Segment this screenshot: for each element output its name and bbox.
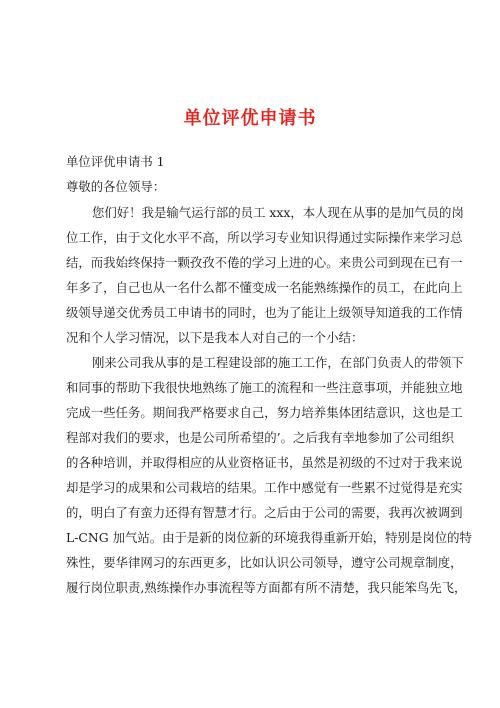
- paragraph-1-line: 年多了，自己也从一名什么都不懂变成一名能熟练操作的员工，在此向上: [66, 280, 463, 295]
- paragraph-2-line: 程部对我们的要求，也是公司所希望的’。之后我有幸地参加了公司组织: [66, 430, 455, 445]
- paragraph-1-line: 结，而我始终保持一颗孜孜不倦的学习上进的心。来贵公司到现在已有一: [66, 255, 463, 270]
- paragraph-2-line: 却是学习的成果和公司栽培的结果。工作中感觉有一些累不过觉得是充实: [66, 480, 463, 495]
- paragraph-1-line: 级领导递交优秀员工申请书的同时，也为了能让上级领导知道我的工作情: [66, 305, 463, 320]
- paragraph-2-line: 履行岗位职责,熟练操作办事流程等方面都有所不清楚，我只能笨鸟先飞，: [66, 580, 467, 595]
- paragraph-2-line: 和同事的帮助下我很快地熟练了施工的流程和一些注意事项，并能独立地: [66, 380, 463, 395]
- paragraph-2-line: 刚来公司我从事的是工程建设部的施工工作，在部门负责人的带领下: [92, 355, 464, 370]
- paragraph-2-line: 的各种培训，并取得相应的从业资格证书，虽然是初级的不过对于我来说: [66, 455, 463, 470]
- paragraph-1-line: 况和个人学习情况，以下是我本人对自己的一个小结：: [66, 330, 364, 345]
- paragraph-2-line: L-CNG 加气站。由于是新的岗位新的环境我得重新开始，特别是岗位的特: [66, 530, 472, 545]
- greeting: 尊敬的各位领导：: [66, 179, 166, 194]
- paragraph-1-line: 位工作，由于文化水平不高，所以学习专业知识得通过实际操作来学习总: [66, 230, 463, 245]
- paragraph-2-line: 殊性，要华律网习的东西更多，比如认识公司领导，遵守公司规章制度，: [66, 555, 463, 570]
- paragraph-1-line: 您们好！我是输气运行部的员工 xxx，本人现在从事的是加气员的岗: [92, 205, 464, 220]
- paragraph-2-line: 的，明白了有蛮力还得有智慧才行。之后由于公司的需要，我再次被调到: [66, 505, 463, 520]
- paragraph-2-line: 完成一些任务。期间我严格要求自己，努力培养集体团结意识，这也是工: [66, 405, 463, 420]
- document-subtitle: 单位评优申请书 1: [66, 154, 165, 169]
- document-title: 单位评优申请书: [183, 108, 317, 129]
